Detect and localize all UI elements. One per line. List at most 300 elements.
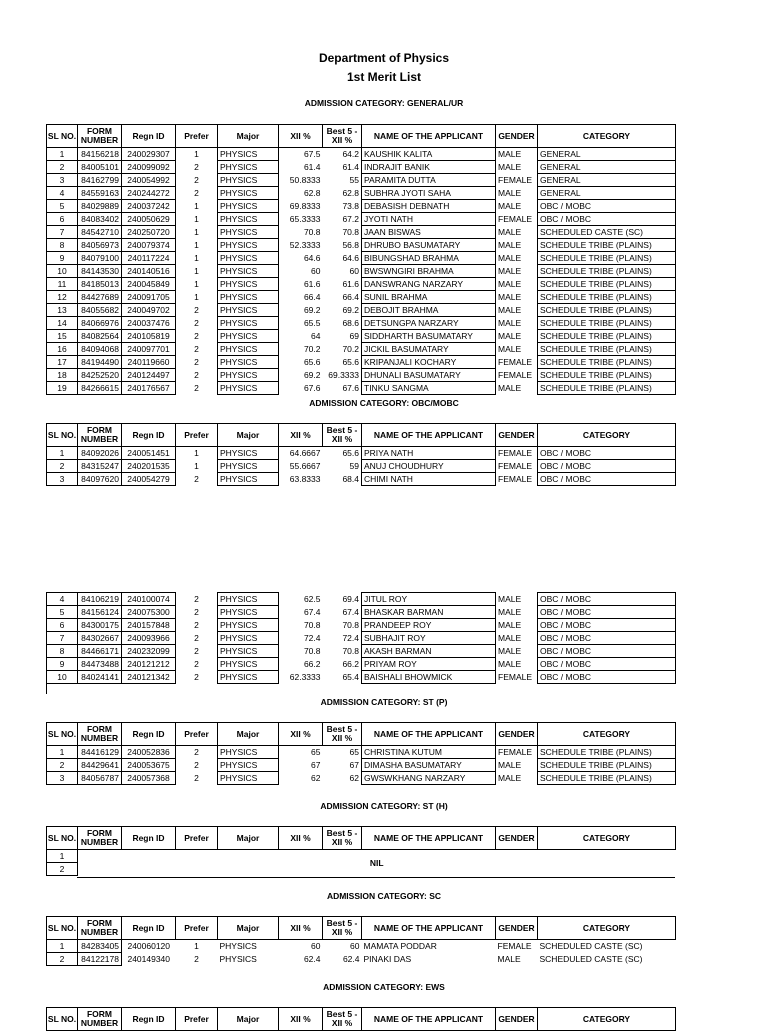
- xii-percent-cell: 62: [311, 773, 321, 783]
- major-cell: PHYSICS: [219, 954, 257, 964]
- gender-cell: FEMALE: [498, 357, 533, 367]
- table-row: [47, 213, 676, 226]
- best5-cell: 61.6: [342, 279, 359, 289]
- stp-rows-table: [46, 722, 676, 785]
- applicant-name-cell: SUBHAJIT ROY: [362, 632, 496, 645]
- gender-cell: MALE: [498, 633, 522, 643]
- form-number-header: FORM NUMBER: [78, 424, 122, 447]
- form-number-cell: 84185013: [78, 278, 122, 291]
- prefer-cell: 2: [194, 474, 199, 484]
- best5-cell: 60: [349, 266, 359, 276]
- sl-no-cell: 9: [47, 252, 78, 265]
- best5-cell: 62.4: [342, 954, 360, 964]
- category-heading-obc: ADMISSION CATEGORY: OBC/MOBC: [309, 398, 459, 408]
- form-number-cell: 84005101: [78, 161, 122, 174]
- best5-cell: 70.8: [342, 620, 359, 630]
- applicant-name-header: NAME OF THE APPLICANT: [362, 424, 496, 447]
- category-header: CATEGORY: [538, 917, 676, 940]
- regn-id-cell: 240201535: [122, 460, 176, 473]
- category-cell: SCHEDULE TRIBE (PLAINS): [538, 291, 676, 304]
- applicant-name-cell: SUNIL BRAHMA: [362, 291, 496, 304]
- form-number-cell: 84082564: [78, 330, 122, 343]
- sl-no-cell: 2: [47, 161, 78, 174]
- gender-cell: FEMALE: [498, 175, 533, 185]
- applicant-name-cell: MAMATA PODDAR: [363, 941, 437, 952]
- major-cell: PHYSICS: [218, 369, 279, 382]
- form-number-cell: 84055682: [78, 304, 122, 317]
- best5-cell: 69: [349, 331, 359, 341]
- gender-cell: MALE: [498, 201, 522, 211]
- major-cell: PHYSICS: [219, 941, 257, 952]
- ews-table-block: [46, 1007, 676, 1031]
- gender-cell: MALE: [498, 646, 522, 656]
- regn-id-cell: 240244272: [122, 187, 176, 200]
- best5-cell: 56.8: [342, 240, 359, 250]
- sl-no-cell: 4: [47, 593, 78, 606]
- category-cell: SCHEDULED CASTE (SC): [538, 226, 676, 239]
- category-cell: OBC / MOBC: [538, 447, 676, 460]
- category-cell: OBC / MOBC: [538, 213, 676, 226]
- xii-percent-header: XII %: [279, 723, 323, 746]
- form-number-cell: 84156218: [78, 148, 122, 161]
- regn-id-header: Regn ID: [122, 125, 176, 148]
- category-heading-st-hills: ADMISSION CATEGORY: ST (H): [320, 801, 448, 811]
- category-header: CATEGORY: [538, 723, 676, 746]
- prefer-cell: 2: [194, 659, 199, 669]
- category-cell: SCHEDULE TRIBE (PLAINS): [538, 252, 676, 265]
- applicant-name-cell: GWSWKHANG NARZARY: [362, 772, 496, 785]
- prefer-cell: 2: [194, 773, 199, 783]
- major-cell: PHYSICS: [218, 187, 279, 200]
- applicant-name-header: NAME OF THE APPLICANT: [362, 827, 496, 850]
- stp-table-block: [46, 722, 676, 785]
- regn-id-cell: 240157848: [122, 619, 176, 632]
- prefer-cell: 2: [194, 162, 199, 172]
- prefer-cell: 2: [194, 646, 199, 656]
- prefer-cell: 2: [194, 357, 199, 367]
- sl-no-cell: 16: [47, 343, 78, 356]
- regn-id-cell: 240097701: [122, 343, 176, 356]
- table-row: [47, 460, 676, 473]
- xii-percent-cell: 62.8: [303, 188, 321, 198]
- xii-percent-cell: 69.2: [303, 370, 321, 380]
- sl-no-cell: 19: [47, 382, 78, 395]
- category-cell: SCHEDULE TRIBE (PLAINS): [538, 772, 676, 785]
- applicant-name-cell: ANUJ CHOUDHURY: [362, 460, 496, 473]
- gender-cell: FEMALE: [498, 461, 533, 471]
- applicant-name-header: NAME OF THE APPLICANT: [362, 1008, 496, 1031]
- gender-cell: FEMALE: [498, 672, 533, 682]
- prefer-cell: 1: [194, 201, 199, 211]
- form-number-header: FORM NUMBER: [78, 1008, 122, 1031]
- prefer-header: Prefer: [176, 424, 218, 447]
- form-number-header: FORM NUMBER: [78, 827, 122, 850]
- xii-percent-header: XII %: [279, 1008, 323, 1031]
- category-cell: OBC / MOBC: [538, 632, 676, 645]
- xii-percent-cell: 67.6: [303, 383, 321, 393]
- category-cell: SCHEDULE TRIBE (PLAINS): [538, 317, 676, 330]
- form-number-cell: 84559163: [78, 187, 122, 200]
- applicant-name-cell: PRANDEEP ROY: [362, 619, 496, 632]
- regn-id-cell: 240045849: [122, 278, 176, 291]
- applicant-name-cell: AKASH BARMAN: [362, 645, 496, 658]
- prefer-cell: 2: [194, 318, 199, 328]
- prefer-header: Prefer: [176, 827, 218, 850]
- form-number-header: FORM NUMBER: [78, 917, 122, 940]
- form-number-cell: 84252520: [78, 369, 122, 382]
- regn-id-cell: 240050629: [122, 213, 176, 226]
- sl-no-cell: 2: [47, 863, 78, 876]
- best5-cell: 62.8: [342, 188, 359, 198]
- category-header: CATEGORY: [538, 827, 676, 850]
- sl-no-cell: 3: [47, 473, 78, 486]
- category-heading-general: ADMISSION CATEGORY: GENERAL/UR: [304, 98, 464, 108]
- gender-cell: MALE: [498, 305, 522, 315]
- gender-cell: FEMALE: [497, 941, 532, 952]
- major-cell: PHYSICS: [218, 645, 279, 658]
- table-row: [47, 940, 676, 953]
- form-number-cell: 84315247: [78, 460, 122, 473]
- best5-cell: 69.4: [342, 594, 359, 604]
- major-cell: PHYSICS: [218, 447, 279, 460]
- regn-id-cell: 240250720: [122, 226, 176, 239]
- xii-percent-header: XII %: [279, 424, 323, 447]
- applicant-name-cell: CHRISTINA KUTUM: [362, 746, 496, 759]
- gender-header: GENDER: [496, 424, 538, 447]
- sl-no-cell: 4: [47, 187, 78, 200]
- regn-id-cell: 240037476: [122, 317, 176, 330]
- xii-percent-cell: 64: [311, 331, 321, 341]
- prefer-cell: 2: [194, 954, 199, 964]
- form-number-cell: 84429641: [78, 759, 122, 772]
- sl-no-cell: 8: [47, 239, 78, 252]
- table-row: [47, 850, 676, 863]
- applicant-name-header: NAME OF THE APPLICANT: [362, 917, 496, 940]
- best5-cell: 69.3333: [328, 370, 359, 380]
- major-cell: PHYSICS: [218, 226, 279, 239]
- sl-no-cell: 5: [47, 606, 78, 619]
- sl-no-header: SL NO.: [47, 827, 78, 850]
- best5-cell: 68.6: [342, 318, 359, 328]
- best5-cell: 67.2: [342, 214, 359, 224]
- best5-cell: 72.4: [342, 633, 359, 643]
- xii-percent-cell: 65.5: [303, 318, 321, 328]
- category-cell: OBC / MOBC: [538, 671, 676, 684]
- applicant-name-cell: JICKIL BASUMATARY: [362, 343, 496, 356]
- sl-no-cell: 3: [47, 772, 78, 785]
- category-cell: GENERAL: [538, 148, 676, 161]
- applicant-name-cell: PINAKI DAS: [363, 954, 412, 964]
- form-number-header: FORM NUMBER: [78, 723, 122, 746]
- sl-no-header: SL NO.: [47, 917, 78, 940]
- prefer-cell: 2: [194, 188, 199, 198]
- category-cell: SCHEDULE TRIBE (PLAINS): [538, 239, 676, 252]
- form-number-cell: 84473488: [78, 658, 122, 671]
- applicant-name-header: NAME OF THE APPLICANT: [362, 723, 496, 746]
- applicant-name-cell: JITUL ROY: [362, 593, 496, 606]
- form-number-cell: 84156124: [78, 606, 122, 619]
- sl-no-cell: 13: [47, 304, 78, 317]
- sl-no-cell: 14: [47, 317, 78, 330]
- category-cell: OBC / MOBC: [538, 645, 676, 658]
- form-number-cell: 84542710: [78, 226, 122, 239]
- major-cell: PHYSICS: [218, 174, 279, 187]
- major-header: Major: [218, 424, 279, 447]
- xii-percent-cell: 65.6: [303, 357, 321, 367]
- form-number-cell: 84122178: [78, 953, 122, 966]
- gender-cell: MALE: [498, 162, 522, 172]
- category-cell: OBC / MOBC: [538, 606, 676, 619]
- table-row: [47, 200, 676, 213]
- best5-header: Best 5 - XII %: [323, 827, 362, 850]
- table-row: [47, 330, 676, 343]
- prefer-cell: 1: [194, 149, 199, 160]
- xii-percent-header: XII %: [279, 827, 323, 850]
- gender-cell: MALE: [498, 292, 522, 302]
- major-cell: PHYSICS: [218, 252, 279, 265]
- prefer-cell: 2: [194, 175, 199, 185]
- category-header: CATEGORY: [538, 424, 676, 447]
- gender-cell: MALE: [498, 344, 522, 354]
- xii-percent-cell: 69.2: [303, 305, 321, 315]
- applicant-name-cell: PRIYA NATH: [362, 447, 496, 460]
- applicant-name-header: NAME OF THE APPLICANT: [362, 125, 496, 148]
- xii-percent-cell: 67: [311, 760, 321, 770]
- table-row: [47, 606, 676, 619]
- table-row: [47, 658, 676, 671]
- regn-id-cell: 240149340: [127, 954, 171, 964]
- gender-cell: MALE: [498, 594, 522, 604]
- form-number-cell: 84094068: [78, 343, 122, 356]
- department-title: Department of Physics: [318, 51, 450, 65]
- table-row: [47, 265, 676, 278]
- major-cell: PHYSICS: [218, 356, 279, 369]
- major-cell: PHYSICS: [218, 343, 279, 356]
- prefer-header: Prefer: [176, 1008, 218, 1031]
- obc-rows-b-table: [46, 592, 676, 684]
- regn-id-cell: 240079374: [122, 239, 176, 252]
- gender-cell: MALE: [498, 318, 522, 328]
- regn-id-cell: 240054279: [122, 473, 176, 486]
- xii-percent-cell: 64.6667: [289, 448, 321, 459]
- best5-header: Best 5 - XII %: [323, 1008, 362, 1031]
- gender-cell: MALE: [497, 954, 521, 964]
- regn-id-cell: 240232099: [122, 645, 176, 658]
- header-row: [47, 723, 676, 746]
- best5-cell: 70.2: [342, 344, 359, 354]
- sl-no-cell: 6: [47, 619, 78, 632]
- obc-table-continued-block: [46, 592, 676, 684]
- major-header: Major: [218, 827, 279, 850]
- sl-no-header: SL NO.: [47, 125, 78, 148]
- category-cell: SCHEDULE TRIBE (PLAINS): [538, 382, 676, 395]
- major-cell: PHYSICS: [218, 473, 279, 486]
- category-cell: SCHEDULE TRIBE (PLAINS): [538, 343, 676, 356]
- sth-header-row: [47, 827, 676, 850]
- table-bottom-rule: [77, 877, 675, 878]
- table-row: [47, 317, 676, 330]
- major-cell: PHYSICS: [218, 239, 279, 252]
- regn-id-cell: 240060120: [127, 941, 171, 952]
- form-number-cell: 84283405: [78, 940, 122, 953]
- major-cell: PHYSICS: [218, 593, 279, 606]
- major-cell: PHYSICS: [218, 382, 279, 395]
- xii-percent-cell: 69.8333: [289, 201, 321, 211]
- major-cell: PHYSICS: [218, 619, 279, 632]
- form-number-cell: 84066976: [78, 317, 122, 330]
- regn-id-cell: 240124497: [122, 369, 176, 382]
- best5-cell: 65.4: [342, 672, 359, 682]
- category-cell: OBC / MOBC: [538, 593, 676, 606]
- table-row: [47, 447, 676, 460]
- prefer-cell: 1: [194, 941, 199, 952]
- form-number-cell: 84106219: [78, 593, 122, 606]
- prefer-cell: 2: [194, 331, 199, 341]
- best5-cell: 64.6: [342, 253, 359, 263]
- table-row: [47, 619, 676, 632]
- gender-header: GENDER: [496, 1008, 538, 1031]
- category-cell: SCHEDULE TRIBE (PLAINS): [538, 265, 676, 278]
- applicant-name-cell: DETSUNGPA NARZARY: [362, 317, 496, 330]
- table-row: [47, 278, 676, 291]
- xii-percent-cell: 70.2: [303, 344, 321, 354]
- gender-cell: MALE: [498, 659, 522, 669]
- prefer-cell: 1: [194, 240, 199, 250]
- sl-no-cell: 15: [47, 330, 78, 343]
- category-cell: OBC / MOBC: [538, 658, 676, 671]
- applicant-name-cell: KRIPANJALI KOCHARY: [362, 356, 496, 369]
- applicant-name-cell: KAUSHIK KALITA: [362, 148, 496, 161]
- prefer-cell: 1: [194, 448, 199, 459]
- sth-table-block: [46, 826, 676, 876]
- prefer-cell: 1: [194, 279, 199, 289]
- gender-cell: MALE: [498, 266, 522, 276]
- major-cell: PHYSICS: [218, 200, 279, 213]
- xii-percent-cell: 62.5: [303, 594, 321, 604]
- form-number-cell: 84029889: [78, 200, 122, 213]
- major-cell: PHYSICS: [218, 772, 279, 785]
- major-header: Major: [218, 125, 279, 148]
- applicant-name-cell: JYOTI NATH: [362, 213, 496, 226]
- form-number-header: FORM NUMBER: [78, 125, 122, 148]
- category-header: CATEGORY: [538, 1008, 676, 1031]
- applicant-name-cell: BHASKAR BARMAN: [362, 606, 496, 619]
- table-row: [47, 291, 676, 304]
- best5-cell: 64.2: [342, 149, 359, 160]
- table-row: [47, 174, 676, 187]
- gender-cell: MALE: [498, 331, 522, 341]
- xii-percent-cell: 70.8: [303, 227, 321, 237]
- ews-table: [46, 1007, 676, 1031]
- table-row: [47, 953, 676, 966]
- sl-no-header: SL NO.: [47, 723, 78, 746]
- sl-no-cell: 10: [47, 265, 78, 278]
- sc-table-block: [46, 916, 676, 966]
- best5-cell: 65.6: [342, 357, 359, 367]
- category-cell: SCHEDULE TRIBE (PLAINS): [538, 746, 676, 759]
- sl-no-cell: 12: [47, 291, 78, 304]
- gender-cell: MALE: [498, 240, 522, 250]
- best5-header: Best 5 - XII %: [323, 917, 362, 940]
- best5-cell: 66.2: [342, 659, 359, 669]
- xii-percent-cell: 52.3333: [289, 240, 321, 250]
- regn-id-cell: 240053675: [122, 759, 176, 772]
- major-cell: PHYSICS: [218, 317, 279, 330]
- applicant-name-cell: DEBOJIT BRAHMA: [362, 304, 496, 317]
- major-cell: PHYSICS: [218, 148, 279, 161]
- regn-id-cell: 240121342: [122, 671, 176, 684]
- major-header: Major: [218, 1008, 279, 1031]
- gender-cell: MALE: [498, 227, 522, 237]
- applicant-name-cell: BAISHALI BHOWMICK: [362, 671, 496, 684]
- prefer-cell: 2: [194, 607, 199, 617]
- prefer-cell: 2: [194, 760, 199, 770]
- table-row: [47, 473, 676, 486]
- regn-id-cell: 240105819: [122, 330, 176, 343]
- sl-no-cell: 1: [47, 447, 78, 460]
- applicant-name-cell: DIMASHA BASUMATARY: [362, 759, 496, 772]
- regn-id-cell: 240037242: [122, 200, 176, 213]
- form-number-cell: 84302667: [78, 632, 122, 645]
- best5-cell: 67.6: [342, 383, 359, 393]
- category-cell: SCHEDULED CASTE (SC): [539, 941, 643, 952]
- major-cell: PHYSICS: [218, 161, 279, 174]
- sl-no-cell: 8: [47, 645, 78, 658]
- major-cell: PHYSICS: [218, 330, 279, 343]
- table-row: [47, 746, 676, 759]
- xii-percent-header: XII %: [279, 917, 323, 940]
- major-cell: PHYSICS: [218, 291, 279, 304]
- prefer-cell: 1: [194, 266, 199, 276]
- category-cell: GENERAL: [538, 161, 676, 174]
- sl-no-cell: 2: [47, 759, 78, 772]
- xii-percent-cell: 60: [311, 941, 321, 952]
- category-cell: SCHEDULED CASTE (SC): [539, 954, 643, 964]
- major-cell: PHYSICS: [218, 278, 279, 291]
- regn-id-cell: 240091705: [122, 291, 176, 304]
- xii-percent-cell: 65.3333: [289, 214, 321, 224]
- category-cell: OBC / MOBC: [538, 200, 676, 213]
- category-cell: OBC / MOBC: [538, 473, 676, 486]
- table-row: [47, 593, 676, 606]
- category-heading-ews: ADMISSION CATEGORY: EWS: [323, 982, 445, 992]
- xii-percent-cell: 61.4: [303, 162, 321, 172]
- sl-no-header: SL NO.: [47, 424, 78, 447]
- best5-cell: 70.8: [342, 646, 359, 656]
- category-heading-st-plains: ADMISSION CATEGORY: ST (P): [320, 697, 448, 707]
- sth-table: [46, 826, 676, 876]
- best5-header: Best 5 - XII %: [323, 723, 362, 746]
- table-row: [47, 369, 676, 382]
- gender-cell: FEMALE: [498, 474, 533, 484]
- regn-id-cell: 240117224: [122, 252, 176, 265]
- regn-id-cell: 240052836: [122, 746, 176, 759]
- applicant-name-cell: DANSWRANG NARZARY: [362, 278, 496, 291]
- applicant-name-cell: TINKU SANGMA: [362, 382, 496, 395]
- gender-header: GENDER: [496, 917, 538, 940]
- category-header: CATEGORY: [538, 125, 676, 148]
- category-cell: SCHEDULE TRIBE (PLAINS): [538, 356, 676, 369]
- nil-cell: NIL: [369, 857, 384, 868]
- header-row: [47, 424, 676, 447]
- xii-percent-cell: 55.6667: [289, 461, 321, 471]
- best5-cell: 61.4: [342, 162, 359, 172]
- regn-id-cell: 240075300: [122, 606, 176, 619]
- major-cell: PHYSICS: [218, 265, 279, 278]
- gender-cell: MALE: [498, 188, 522, 198]
- category-cell: OBC / MOBC: [538, 619, 676, 632]
- regn-id-cell: 240121212: [122, 658, 176, 671]
